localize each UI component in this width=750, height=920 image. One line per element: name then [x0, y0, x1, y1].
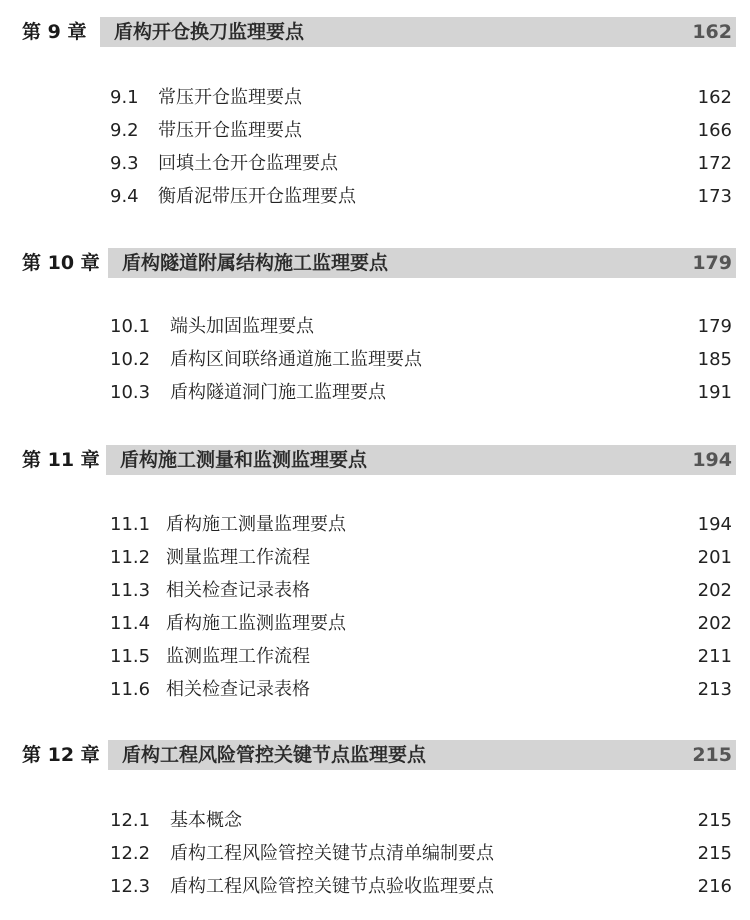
section-title: 盾构隧道洞门施工监理要点 — [170, 382, 386, 403]
chapter-page-number: 215 — [692, 744, 732, 766]
section-title: 基本概念 — [170, 810, 242, 831]
section-title: 衡盾泥带压开仓监理要点 — [158, 186, 356, 207]
chapter-title: 盾构隧道附属结构施工监理要点 — [122, 252, 389, 274]
toc-entry[interactable] — [0, 508, 750, 541]
chapter-title-bar — [108, 740, 736, 770]
section-page-number: 173 — [697, 186, 732, 207]
section-title: 相关检查记录表格 — [166, 580, 310, 601]
toc-entry[interactable] — [0, 310, 750, 343]
toc-entry[interactable] — [0, 114, 750, 147]
section-number: 11.1 — [110, 514, 151, 535]
section-page-number: 191 — [697, 382, 732, 403]
section-number: 9.4 — [110, 186, 139, 207]
chapter-title-bar — [108, 248, 736, 278]
chapter-number: 第 10 章 — [22, 252, 100, 274]
chapter-10-sections — [0, 310, 750, 409]
section-title: 相关检查记录表格 — [166, 679, 310, 700]
section-title: 回填土仓开仓监理要点 — [158, 153, 338, 174]
chapter-number: 第 11 章 — [22, 449, 100, 471]
section-page-number: 211 — [697, 646, 732, 667]
section-title: 盾构工程风险管控关键节点验收监理要点 — [170, 876, 494, 897]
chapter-11-sections — [0, 508, 750, 706]
section-number: 9.1 — [110, 87, 139, 108]
section-page-number: 202 — [697, 580, 732, 601]
section-page-number: 215 — [697, 810, 732, 831]
section-number: 11.2 — [110, 547, 151, 568]
section-number: 10.2 — [110, 349, 151, 370]
chapter-title-bar — [106, 445, 736, 475]
section-page-number: 201 — [697, 547, 732, 568]
section-page-number: 185 — [697, 349, 732, 370]
chapter-page-number: 194 — [692, 449, 732, 471]
chapter-heading — [0, 740, 750, 770]
section-number: 10.3 — [110, 382, 151, 403]
section-page-number: 215 — [697, 843, 732, 864]
section-page-number: 179 — [697, 316, 732, 337]
chapter-title-bar — [100, 17, 736, 47]
section-title: 端头加固监理要点 — [170, 316, 314, 337]
chapter-9 — [0, 17, 750, 47]
section-title: 带压开仓监理要点 — [158, 120, 302, 141]
toc-entry[interactable] — [0, 804, 750, 837]
toc-entry[interactable] — [0, 574, 750, 607]
section-number: 12.2 — [110, 843, 151, 864]
chapter-page-number: 162 — [692, 21, 732, 43]
section-title: 盾构施工监测监理要点 — [166, 613, 346, 634]
chapter-number: 第 9 章 — [22, 21, 87, 43]
section-page-number: 162 — [697, 87, 732, 108]
section-title: 测量监理工作流程 — [166, 547, 310, 568]
section-title: 盾构区间联络通道施工监理要点 — [170, 349, 422, 370]
chapter-page-number: 179 — [692, 252, 732, 274]
section-page-number: 216 — [697, 876, 732, 897]
section-page-number: 166 — [697, 120, 732, 141]
chapter-title: 盾构施工测量和监测监理要点 — [120, 449, 368, 471]
chapter-12 — [0, 740, 750, 770]
toc-entry[interactable] — [0, 541, 750, 574]
section-page-number: 194 — [697, 514, 732, 535]
section-number: 10.1 — [110, 316, 151, 337]
section-number: 11.6 — [110, 679, 151, 700]
section-number: 9.3 — [110, 153, 139, 174]
section-title: 盾构工程风险管控关键节点清单编制要点 — [170, 843, 494, 864]
toc-entry[interactable] — [0, 343, 750, 376]
section-page-number: 172 — [697, 153, 732, 174]
chapter-number: 第 12 章 — [22, 744, 100, 766]
chapter-10 — [0, 248, 750, 278]
chapter-11 — [0, 445, 750, 475]
chapter-title: 盾构工程风险管控关键节点监理要点 — [122, 744, 427, 766]
chapter-heading — [0, 17, 750, 47]
section-title: 监测监理工作流程 — [166, 646, 310, 667]
toc-entry[interactable] — [0, 837, 750, 870]
section-page-number: 202 — [697, 613, 732, 634]
toc-entry[interactable] — [0, 870, 750, 903]
section-number: 11.4 — [110, 613, 151, 634]
toc-entry[interactable] — [0, 81, 750, 114]
toc-entry[interactable] — [0, 607, 750, 640]
chapter-12-sections — [0, 804, 750, 903]
toc-entry[interactable] — [0, 180, 750, 213]
section-title: 常压开仓监理要点 — [158, 87, 302, 108]
section-title: 盾构施工测量监理要点 — [166, 514, 346, 535]
toc-entry[interactable] — [0, 147, 750, 180]
chapter-heading — [0, 445, 750, 475]
section-number: 12.3 — [110, 876, 151, 897]
chapter-9-sections — [0, 81, 750, 213]
section-number: 11.5 — [110, 646, 151, 667]
chapter-title: 盾构开仓换刀监理要点 — [114, 21, 305, 43]
chapter-heading — [0, 248, 750, 278]
section-page-number: 213 — [697, 679, 732, 700]
section-number: 12.1 — [110, 810, 151, 831]
section-number: 11.3 — [110, 580, 151, 601]
section-number: 9.2 — [110, 120, 139, 141]
toc-entry[interactable] — [0, 673, 750, 706]
toc-entry[interactable] — [0, 376, 750, 409]
toc-entry[interactable] — [0, 640, 750, 673]
